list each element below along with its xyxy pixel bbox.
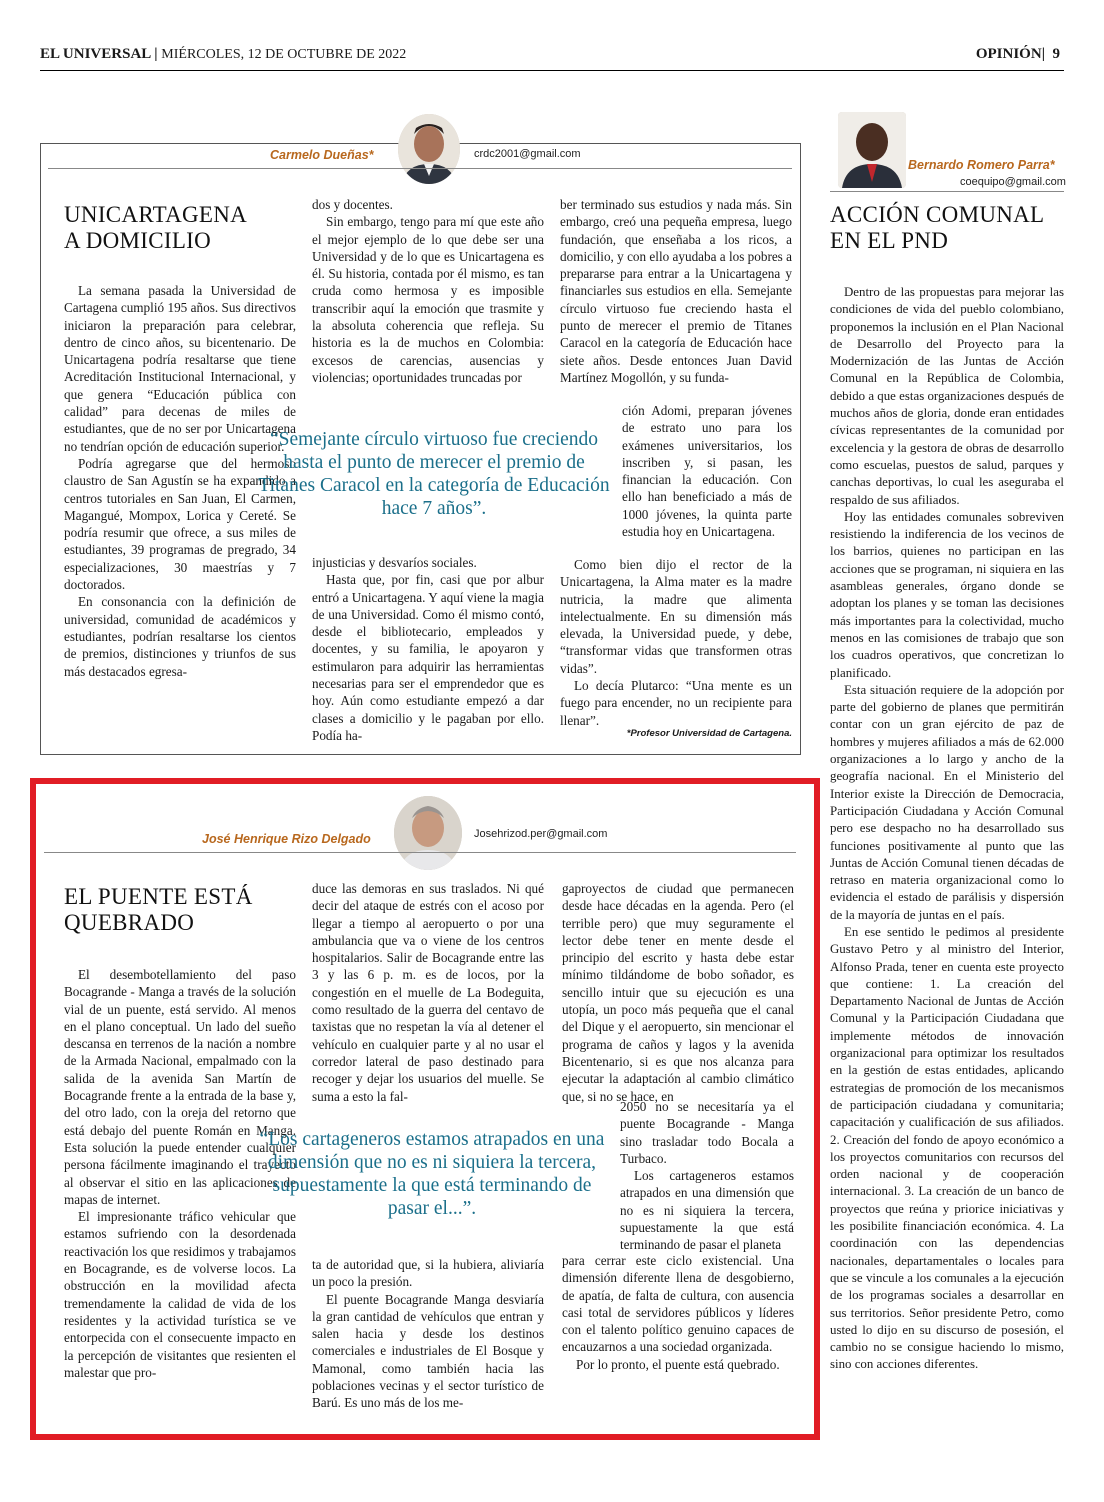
paragraph: injusticias y desvaríos sociales.: [312, 555, 477, 570]
paragraph: Como bien dijo el rector de la Unicartagena, la Alma mater es la madre nutricia, la madre que alimenta intelectualmente. En su dimensión más elevada, la Universidad puede, y debe, “transformar vidas que transformen otras vidas”.: [560, 557, 792, 676]
paragraph: Los cartageneros estamos atrapados en una dimensión que no es ni siquiera la tercera, supuestamente la que está terminando de pasar el planeta: [620, 1168, 794, 1253]
headline-puente: EL PUENTE ESTÁ QUEBRADO: [64, 884, 253, 935]
author-footnote: *Profesor Universidad de Cartagena.: [626, 728, 792, 739]
paragraph: Podría agregarse que del hermoso claustro de San Agustín se ha expandido a centros tutoriales en San Juan, El Carmen, Magangué, Mompox, Lorica y Cereté. Se podría resumir que ofrece, a sus miles de estudiantes, 39 programas de pregrado, 34 especializaciones, 30 maestrías y 7 doctorados.: [64, 455, 296, 593]
paragraph: El desembotellamiento del paso Bocagrande - Manga a través de la solución vial de un puente, está servido. Al menos en el plano conceptual. Un lado del sueño descansa en terrenos de la nación a nombre de la Armada Nacional, empalmado con la salida de la avenida San Martín de Bocagrande frente a la entrada de la base y, del otro lado, con la oreja del retorno que está debajo del puente Román en Manga. Esta solución la puede entender cualquier persona fácilmente imaginando el trayecto al observar el sitio en las aplicaciones de mapas de internet.: [64, 967, 296, 1207]
paragraph: En ese sentido le pedimos al presidente Gustavo Petro y al ministro del Interior, Alfonso Prada, tener en cuenta este proyecto que contiene: 1. La creación del Departamento Nacional de Juntas de Acción Comunal y la Participación Ciudadana que implemente métodos de innovación organizacional para optimizar los resultados en la gestión de estas entidades, aplicando estrategias de promoción de los mecanismos de participación ciudadana y comunitaria; capacitación y cualificación de sus afiliados. 2. Creación del fondo de apoyo económico a los proyectos comunitarios con recursos del orden nacional y de cooperación internacional. 3. La creación de un banco de proyectos que reúna y priorice iniciativas y les posibilite financiación económica. 4. La coordinación con las dependencias nacionales, departamentales o locales para que se vincule a los comunales a la ejecución de los programas sociales a desarrollar en sus territorios. Señor presidente Petro, como usted lo dijo en su discurso de posesión, el cambio no se consigue haciendo lo mismo, sino con acciones diferentes.: [830, 924, 1064, 1372]
article1-column-3-narrow: [622, 402, 792, 540]
author-name: Carmelo Dueñas*: [270, 148, 374, 162]
paragraph: En consonancia con la definición de universidad, comunidad de académicos y estudiantes, podrían resaltarse los cientos de premios, distinciones y triunfos de sus más destacados egresa-: [64, 594, 296, 679]
paragraph: ta de autoridad que, si la hubiera, aliviaría un poco la presión.: [312, 1257, 544, 1290]
page-number: 9: [1052, 46, 1060, 62]
paragraph: Dentro de las propuestas para mejorar las condiciones de vida del pueblo colombiano, proponemos la inclusión en el Plan Nacional de Desarrollo del Proyecto para la Modernización de las Juntas de Acción Comunal en la República de Colombia, debido a que estas organizaciones después de muchos años de gloria, donde eran entidades cívicas representantes de la comunidad por excelencia y la gestora de obras de desarrollo como escuelas, puestos de salud, parques y canchas deportivas, lo cual les aseguraba el respaldo de sus afiliados.: [830, 285, 1064, 507]
paragraph: Hoy las entidades comunales sobreviven resistiendo la indiferencia de los vecinos de los barrios, quienes no participan en las acciones que se programan, ni siquiera en las asambleas generales, órgano donde se adoptan los planes y se toman las decisiones más importantes para la colectividad, mucho menos en las comisiones de trabajo que son los cuadros operativos, que concretizan lo planificado.: [830, 509, 1064, 680]
article2-column-2-bottom: [312, 1256, 544, 1412]
masthead: EL UNIVERSAL | MIÉRCOLES, 12 DE OCTUBRE DE 2022: [40, 46, 407, 62]
section-label: OPINIÓN| 9: [975, 46, 1060, 62]
pull-quote: “Los cartageneros estamos atrapados en una dimensión que no es ni siquiera la tercera, supuestamente la que está terminando de pasar el...”.: [259, 1129, 605, 1219]
section-name: OPINIÓN: [975, 46, 1042, 62]
article3-column: [830, 284, 1064, 1374]
author-name: José Henrique Rizo Delgado: [202, 832, 371, 846]
headline-accion-comunal: ACCIÓN COMUNAL EN EL PND: [830, 202, 1045, 253]
article1-column-2-bottom: [312, 554, 544, 744]
author-email[interactable]: coequipo@gmail.com: [960, 176, 1066, 188]
paragraph: La semana pasada la Universidad de Cartagena cumplió 195 años. Sus directivos iniciaron la preparación para celebrar, dentro de cinco años, su bicentenario. De Unicartagena podría resaltarse que tiene Acreditación Institucional Internacional, y que genera “Educación pública con calidad” para decenas de miles de estudiantes, que de no ser por Unicartagena no tendrían opción de educación superior.: [64, 283, 296, 454]
newspaper-name: EL UNIVERSAL: [40, 46, 151, 62]
article2-column-3-top: [562, 880, 794, 1105]
paragraph: dos y docentes.: [312, 197, 393, 212]
header-rule: [40, 70, 1064, 71]
author-photo-romero: [838, 112, 906, 188]
paragraph: Lo decía Plutarco: “Una mente es un fuego para encender, no un recipiente para llenar”.: [560, 678, 792, 728]
paragraph: ber terminado sus estudios y nada más. Sin embargo, creó una pequeña empresa, luego fundación, que enseñaba a los ricos, a domicilio, y con ello ayudaba a los pobres a prepararse para entrar a la Unicartagena y financiarles sus estudios en ella. Semejante círculo virtuoso fue creciendo hasta el punto de merecer el premio de Titanes Caracol en la categoría de Educación hace siete años. Desde entonces Juan David Martínez Mogollón, y su funda-: [560, 197, 792, 385]
byline-rule: [48, 168, 792, 169]
author-name: Bernardo Romero Parra*: [908, 158, 1055, 172]
byline-rule: [830, 191, 1064, 192]
paragraph: 2050 no se necesitaría ya el puente Bocagrande - Manga sino trasladar todo Bocala a Turbaco.: [620, 1099, 794, 1166]
paragraph: Sin embargo, tengo para mí que este año el mejor ejemplo de lo que debe ser una Universidad y de lo que es Unicartagena es él. Su historia, contada por él mismo, es tan cruda como hermosa y es imposible transcribir aquí la emoción que trasmite y la absoluta coherencia que refleja. Su historia es la de muchos en Colombia: excesos de carencias, ausencias y violencias; oportunidades truncadas por: [312, 214, 544, 385]
author-photo-duenas: [398, 114, 460, 184]
paragraph: Por lo pronto, el puente está quebrado.: [576, 1356, 780, 1372]
paragraph: El impresionante tráfico vehicular que estamos sufriendo con la desordenada reactivación los que residimos y trabajamos en Bocagrande, es de volverse locos. La obstrucción en la movilidad afecta tremendamente la calidad de vida de los residentes y la actividad turística se ve entorpecida con el consecuente impacto en la percepción de visitantes que resienten el malestar que pro-: [64, 1209, 296, 1380]
paragraph: Esta situación requiere de la adopción por parte del gobierno de planes que permitirán contar con un gran ejército de paz de hombres y mujeres afiliados a más de 62.000 organizaciones a lo largo y ancho de la geografía nacional. En el Ministerio del Interior existe la Dirección de Democracia, Participación Ciudadana y Acción Comunal pero ese despacho no ha desarrollado sus funciones positivamente al punto que las Juntas de Acción Comunal tienen décadas de retraso en materia organizacional como lo evidencia el estado de parálisis y dispersión de la mayoría de juntas en el país.: [830, 682, 1064, 922]
pull-quote: “Semejante círculo virtuoso fue creciendo hasta el punto de merecer el premio de Titanes Caracol en la categoría de Educación hace 7 años”.: [258, 429, 610, 519]
paragraph: para cerrar este ciclo existencial. Una dimensión diferente llena de desgobierno, de apatía, de falta de cultura, con ausencia casi total de servidores públicos y líderes con el talento político genuino capaces de encauzarnos a una sociedad organizada.: [562, 1253, 794, 1355]
author-email[interactable]: crdc2001@gmail.com: [474, 148, 581, 160]
paragraph: El puente Bocagrande Manga desviaría la gran cantidad de vehículos que entran y salen hacia y desde los destinos comerciales e industriales de El Bosque y Mamonal, como también hacia las poblaciones vecinas y el sector turístico de Barú. Es uno más de los me-: [312, 1291, 544, 1411]
article1-column-2-top: [312, 196, 544, 386]
article2-column-2-top: [312, 880, 544, 1105]
headline-unicartagena: UNICARTAGENA A DOMICILIO: [64, 202, 248, 253]
article2-column-3-narrow: [620, 1098, 794, 1254]
paragraph: ción Adomi, preparan jóvenes de estrato uno para los exámenes universitarios, los inscriben y, si pasan, les financian la educación. Con ello han beneficiado a más de 1000 jóvenes, la quinta parte estudia hoy en Unicartagena.: [622, 403, 792, 540]
paragraph: gaproyectos de ciudad que permanecen desde hace décadas en la agenda. Pero (el terrible pero) que muy seguramente el lector debe tener en mente desde el principio del escrito y hasta debe estar mínimo tildándome de bobo soñador, es sencillo intuir que su ejecución es una utopía, un poco más pequeña que el canal del Dique y el aeropuerto, sin mencionar el programa de caños y lagos y la avenida Bicentenario, si es que nos alcanza para ejecutar la adaptación al cambio climático que, si no se hace, en: [562, 881, 794, 1104]
article1-column-3-bottom: [560, 556, 792, 729]
paragraph: duce las demoras en sus traslados. Ni qué decir del ataque de estrés con el acoso por llegar a tiempo al aeropuerto o por una ambulancia que va o viene de los centros hospitalarios. Salir de Bocagrande entre las 3 y las 6 p. m. es de locos, por la congestión en el muelle de La Bodeguita, como resultado de la guerra del centavo de taxistas que no respetan la vía al detener el vehículo en cualquier parte y al no usar el corredor lateral de paso destinado para recoger y dejar los usuarios del muelle. Se suma a esto la fal-: [312, 881, 544, 1104]
article1-column-3-top: [560, 196, 792, 386]
paragraph: Hasta que, por fin, casi que por albur entró a Unicartagena. Y aquí viene la magia de una Universidad. Como él mismo contó, desde el bibliotecario, empleados y docentes, y su familia, le apoyaron y estimularon para adquirir las herramientas necesarias para ser el emprendedor que es hoy. Aún como estudiante empezó a dar clases a domicilio y le pagaban por ello. Podía ha-: [312, 572, 544, 743]
author-photo-rizo: [394, 796, 462, 870]
author-email[interactable]: Josehrizod.per@gmail.com: [474, 828, 608, 840]
byline-rule: [44, 852, 796, 853]
article2-column-3-bottom: [562, 1252, 794, 1373]
issue-date: MIÉRCOLES, 12 DE OCTUBRE DE 2022: [161, 47, 407, 62]
